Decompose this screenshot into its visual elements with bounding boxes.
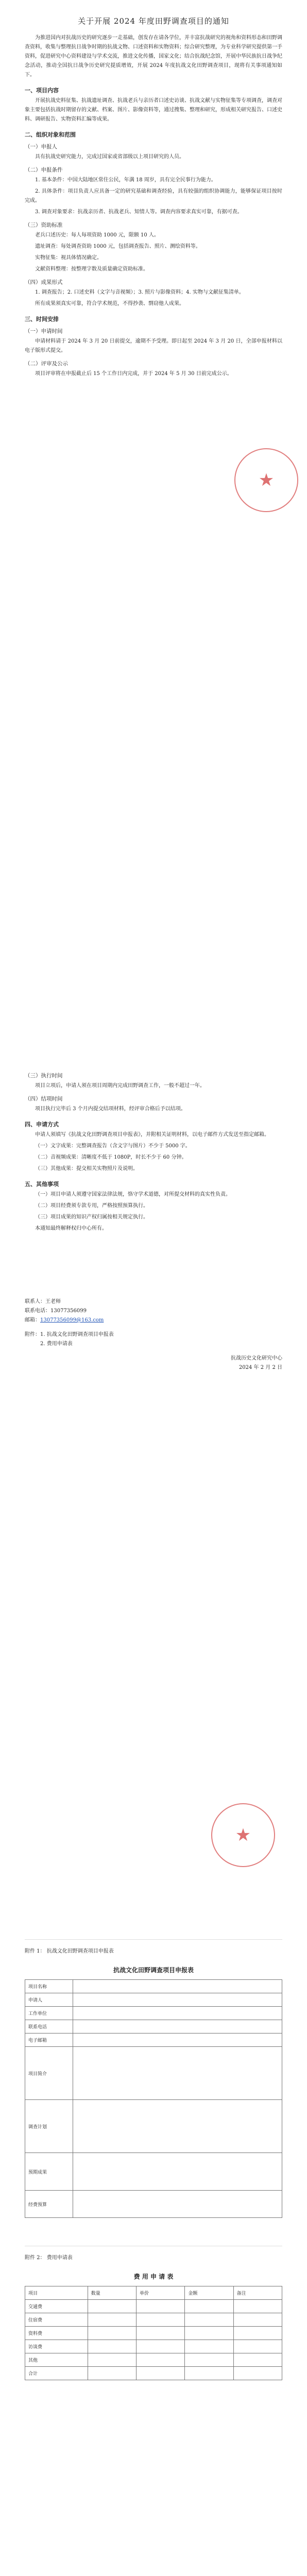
table-cell[interactable] [137, 2340, 185, 2353]
table-cell[interactable] [185, 2300, 233, 2313]
notice-page [0, 0, 307, 1056]
section-paragraph: 1. 调查报告；2. 口述史料（文字与音视频）；3. 照片与影像资料；4. 实物与文献征集清单。 [35, 290, 244, 295]
form-key: 项目简介 [25, 2047, 73, 2100]
section-paragraph: 所有成果须真实可靠，符合学术规范，不得抄袭、剽窃他人成果。 [35, 301, 184, 307]
table-row [25, 1993, 282, 2007]
table-header: 项目 [25, 2286, 88, 2300]
table-cell[interactable] [137, 2313, 185, 2327]
table-row [25, 2191, 282, 2218]
table-cell[interactable] [233, 2353, 282, 2367]
table-header: 单价 [137, 2286, 185, 2300]
table-cell[interactable] [88, 2367, 136, 2380]
section-paragraph: （三）其他成果：提交相关实物照片及说明。 [35, 1166, 138, 1172]
table-cell[interactable] [233, 2327, 282, 2340]
section-paragraph: 项目评审将在申报截止后 15 个工作日内完成，并于 2024 年 5 月 30 日前完成公示。 [35, 371, 232, 377]
form-value[interactable] [73, 2020, 282, 2033]
table-header: 数量 [88, 2286, 136, 2300]
table-cell[interactable] [185, 2367, 233, 2380]
section-paragraph: （一）文字成果：完整调查报告（含文字与图片）不少于 5000 字。 [35, 1143, 191, 1149]
section-paragraph: 申请人须填写《抗战文化田野调查项目申报表》，并附相关证明材料，以电子邮件方式发送至指定邮箱。 [35, 1132, 269, 1138]
section-paragraph: 开展抗战史料征集、抗战遗址调查、抗战老兵与亲历者口述史访谈、抗战文献与实物征集等专项调查，调查对象主要包括抗战时期留存的文献、档案、图片、影像资料等，通过搜集、整理和研究，形成相关研究报告、口述史料、调研报告、实物资料汇编等成果。 [25, 98, 282, 122]
section-paragraph: 项目立项后，申请人须在项目周期内完成田野调查工作，一般不超过一年。 [35, 1083, 205, 1089]
contact-name: 王老师 [45, 1299, 61, 1304]
intro-paragraph: 为推进国内对抗战历史的研究逐步一走基础，创发存在请各学位，并丰富抗战研究的视角和资料形态和田野调查资料，收集与整理抗日战争时期的抗战文物、口述资料和实物资料；综合研究整理，为专业科学研究提供第一手资料，促进研究中心资料建设与学术交流，推进文化传播，国家文化；结合抗战纪念馆，开展中华民族抗日战争纪念活动，推动全国抗日战争历史研究提质增效，开展 2024 年度抗战文化田野调查项目，现将有关事项通知如下。 [25, 35, 282, 78]
contact-email-row [25, 1316, 282, 1325]
subsection-heading: （四）结项时间 [25, 1096, 63, 1102]
official-seal [211, 1803, 275, 1867]
signature-block [25, 1354, 282, 1372]
attachment-item: 2. 费用申请表 [40, 1341, 73, 1347]
contact-phone: 13077356099 [50, 1308, 87, 1314]
form-1-title: 抗战文化田野调查项目申报表 [113, 1967, 194, 1974]
notice-body-2 [25, 1056, 282, 1372]
section-paragraph: 本通知最终解释权归中心所有。 [35, 1226, 107, 1231]
form-value[interactable] [73, 2191, 282, 2218]
table-cell[interactable] [137, 2327, 185, 2340]
subsection-heading: （二）申报条件 [25, 167, 63, 173]
table-cell[interactable] [88, 2313, 136, 2327]
section-paragraph: 文献资料整理：按整理字数及质量确定资助标准。 [35, 266, 148, 272]
section-paragraph: 1. 基本条件：中国大陆地区常住公民，年满 18 周岁，具有完全民事行为能力。 [35, 177, 216, 183]
seal-star-icon: ★ [235, 1825, 251, 1845]
section-paragraph: （二）音视频成果：清晰度不低于 1080P，时长不少于 60 分钟。 [35, 1155, 187, 1160]
contact-email-link[interactable]: 13077356099@163.com [40, 1317, 104, 1323]
section-heading: 五、其他事项 [25, 1181, 59, 1188]
form-value[interactable] [73, 1980, 282, 1993]
table-cell: 其他 [25, 2353, 88, 2367]
application-form-table [25, 1979, 282, 2218]
subsection-heading: （三）资助标准 [25, 222, 63, 228]
table-header: 备注 [233, 2286, 282, 2300]
section-paragraph: 3. 调查对象要求：抗战亲历者、抗战老兵、知情人等。调查内容要求真实可靠，有据可查。 [35, 209, 243, 215]
table-row [25, 2047, 282, 2100]
attachments-label: 附件： [25, 1332, 40, 1337]
form-2-title: 费 用 申 请 表 [133, 2273, 174, 2280]
form-key: 预期成果 [25, 2153, 73, 2191]
form-key: 电子邮箱 [25, 2033, 73, 2047]
table-header-row [25, 2286, 282, 2300]
form-key: 调查计划 [25, 2100, 73, 2153]
table-cell[interactable] [137, 2367, 185, 2380]
attachments-page [0, 1932, 307, 2576]
form-value[interactable] [73, 2047, 282, 2100]
section-heading: 四、申请方式 [25, 1121, 59, 1128]
doc-title: 关于开展 2024 年度田野调查项目的通知 [78, 16, 229, 26]
table-cell[interactable] [233, 2340, 282, 2353]
table-cell[interactable] [185, 2353, 233, 2367]
form-key: 项目名称 [25, 1980, 73, 1993]
table-cell: 交通费 [25, 2300, 88, 2313]
notice-body [25, 0, 282, 381]
section-paragraph: 老兵口述历史：每人每项资助 1000 元，限额 10 人。 [35, 232, 159, 238]
table-cell[interactable] [137, 2353, 185, 2367]
table-row [25, 2340, 282, 2353]
form-value[interactable] [73, 2153, 282, 2191]
table-row [25, 1980, 282, 1993]
table-row [25, 2153, 282, 2191]
table-row [25, 2020, 282, 2033]
contact-name-label: 联系人： [25, 1299, 45, 1304]
section-paragraph: 项目执行完毕后 3 个月内提交结项材料，经评审合格后予以结项。 [35, 1106, 186, 1112]
contact-email-label: 邮箱： [25, 1317, 40, 1323]
official-seal [234, 448, 298, 512]
section-paragraph: （一）项目申请人须遵守国家法律法规，恪守学术道德，对所提交材料的真实性负责。 [35, 1192, 231, 1197]
form-value[interactable] [73, 1993, 282, 2007]
subsection-heading: （四）成果形式 [25, 279, 63, 285]
table-cell[interactable] [233, 2367, 282, 2380]
table-row [25, 2033, 282, 2047]
form-key: 联系电话 [25, 2020, 73, 2033]
subsection-heading: （二）评审及公示 [25, 361, 68, 367]
attachment-1-label: 附件 1： 抗战文化田野调查项目申报表 [25, 1948, 114, 1954]
divider [25, 1939, 282, 1940]
table-cell[interactable] [185, 2340, 233, 2353]
notice-page-2 [0, 1056, 307, 1932]
section-paragraph: （三）项目成果的知识产权归属按相关规定执行。 [35, 1214, 148, 1220]
table-cell[interactable] [137, 2300, 185, 2313]
attachments-row [25, 1330, 282, 1340]
table-row [25, 2100, 282, 2153]
form-key: 经费预算 [25, 2191, 73, 2218]
contact-name-row [25, 1297, 282, 1307]
table-cell: 访谈费 [25, 2340, 88, 2353]
form-key: 工作单位 [25, 2007, 73, 2020]
table-header: 金额 [185, 2286, 233, 2300]
table-cell[interactable] [185, 2313, 233, 2327]
section-heading: 一、项目内容 [25, 87, 59, 94]
form-value[interactable] [73, 2100, 282, 2153]
contact-phone-row [25, 1307, 282, 1316]
table-cell[interactable] [233, 2300, 282, 2313]
contact-phone-label: 联系电话： [25, 1308, 50, 1314]
contact-block [25, 1297, 282, 1349]
seal-star-icon: ★ [258, 470, 275, 490]
subsection-heading: （一）申请时间 [25, 328, 63, 334]
section-paragraph: （二）项目经费须专款专用，严格按照预算执行。 [35, 1203, 148, 1209]
table-row [25, 2327, 282, 2340]
section-paragraph: 申请材料请于 2024 年 3 月 20 日前提交，逾期不予受理。即日起至 2024 年 3 月 20 日，全部申报材料以电子版形式提交。 [25, 338, 282, 353]
section-heading: 三、时间安排 [25, 316, 59, 323]
attachment-2-label: 附件 2： 费用申请表 [25, 2255, 73, 2261]
section-paragraph: 实物征集：视具体情况确定。 [35, 255, 102, 261]
table-cell[interactable] [233, 2313, 282, 2327]
table-row [25, 2300, 282, 2313]
subsection-heading: （一）申报人 [25, 144, 57, 150]
attachment-item: 1. 抗战文化田野调查项目申报表 [40, 1332, 114, 1337]
section-paragraph: 具有抗战史研究能力，完成过国家或省部级以上项目研究的人员。 [35, 154, 184, 160]
table-cell[interactable] [88, 2353, 136, 2367]
table-row [25, 2367, 282, 2380]
form-value[interactable] [73, 2033, 282, 2047]
signature-org: 抗战历史文化研究中心 [231, 1355, 282, 1361]
table-cell[interactable] [88, 2327, 136, 2340]
attachments-body [25, 1932, 282, 2380]
table-cell: 资料费 [25, 2327, 88, 2340]
table-cell: 合计 [25, 2367, 88, 2380]
table-cell[interactable] [185, 2327, 233, 2340]
table-row [25, 2313, 282, 2327]
form-key: 申请人 [25, 1993, 73, 2007]
section-paragraph: 遗址调查：每处调查资助 1000 元，包括调查报告、照片、测绘资料等。 [35, 244, 201, 249]
subsection-heading: （三）执行时间 [25, 1073, 63, 1079]
expense-table [25, 2286, 282, 2380]
table-row [25, 2007, 282, 2020]
table-cell: 住宿费 [25, 2313, 88, 2327]
form-value[interactable] [73, 2007, 282, 2020]
signature-date: 2024 年 2 月 2 日 [238, 1365, 282, 1370]
table-row [25, 2353, 282, 2367]
table-cell[interactable] [88, 2340, 136, 2353]
section-heading: 二、组织对象和范围 [25, 131, 76, 138]
section-paragraph: 2. 具体条件：项目负责人应具备一定的研究基础和调查经验，具有较强的组织协调能力，能够保证项目按时完成。 [25, 189, 282, 204]
table-cell[interactable] [88, 2300, 136, 2313]
